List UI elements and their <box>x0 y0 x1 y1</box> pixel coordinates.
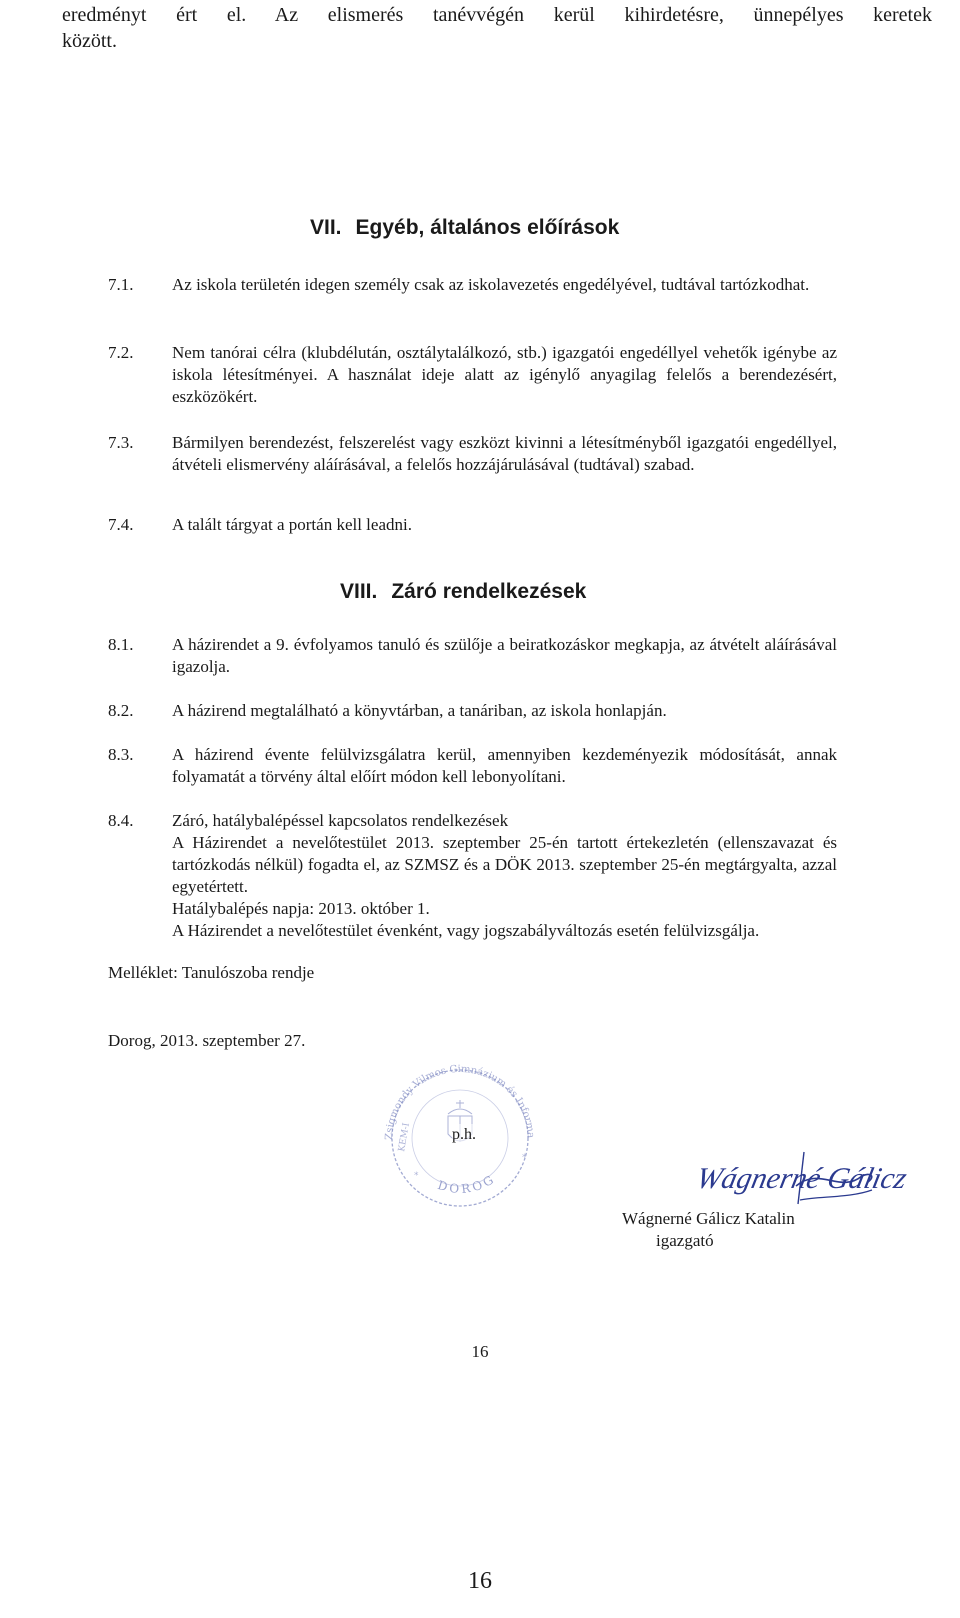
carryover-line-2: között. <box>62 30 117 52</box>
signature-scribble-icon <box>693 1146 910 1208</box>
section-7-number: VII. <box>310 216 342 239</box>
stamp-label: p.h. <box>452 1124 476 1146</box>
item-number: 7.1. <box>108 275 134 294</box>
item-number: 8.2. <box>108 701 134 720</box>
stamp-text-bottom: DOROG <box>436 1171 499 1197</box>
item-number: 8.1. <box>108 635 134 654</box>
handwritten-signature <box>693 1146 910 1208</box>
signer-name: Wágnerné Gálicz Katalin <box>622 1209 795 1228</box>
item-text: Nem tanórai célra (klubdélután, osztálytalálkozó, stb.) igazgatói engedéllyel vehetők igénybe az iskola létesítményei. A használat ideje alatt az igénylő anyagilag felelős a berendezésért, eszközökért. <box>172 343 837 406</box>
item-number: 7.4. <box>108 515 134 534</box>
signer-role: igazgató <box>656 1231 714 1250</box>
attachment-note: Melléklet: Tanulószoba rendje <box>108 963 315 982</box>
item-paragraph: A Házirendet a nevelőtestület 2013. szeptember 25-én tartott értekezletén (ellenszavazat és tartózkodás nélkül) fogadta el, az SZMSZ és a DÖK 2013. szeptember 25-én megtárgyalta, azzal egyetértett. <box>172 833 837 896</box>
section-8-number: VIII. <box>340 580 378 603</box>
section-7-heading <box>310 216 619 240</box>
signature-text: Wágnerné Gálicz <box>693 1161 910 1195</box>
item-number: 7.3. <box>108 433 134 452</box>
review-note: A Házirendet a nevelőtestület évenként, vagy jogszabályváltozás esetén felülvizsgálja. <box>172 921 760 940</box>
item-text: A házirend évente felülvizsgálatra kerül, amennyiben kezdeményezik módosítását, annak folyamatát a törvény által előírt módon kell lebonyolítani. <box>172 745 837 786</box>
stamp-text-left: KEM-I <box>397 1122 413 1153</box>
item-number: 8.3. <box>108 745 134 764</box>
carryover-line-1: eredményt ért el. Az elismerés tanévvégén kerül kihirdetésre, ünnepélyes keretek <box>62 4 932 26</box>
effective-date: Hatálybalépés napja: 2013. október 1. <box>172 899 430 918</box>
item-subtitle: Záró, hatálybalépéssel kapcsolatos rendelkezések <box>172 811 509 830</box>
svg-text:DOROG <box>436 1171 498 1196</box>
item-number: 8.4. <box>108 811 134 830</box>
item-text-block <box>172 810 837 942</box>
section-8-title: Záró rendelkezések <box>391 580 587 603</box>
item-text: A házirendet a 9. évfolyamos tanuló és szülője a beiratkozáskor megkapja, az átvételt aláírásával igazolja. <box>172 635 837 676</box>
item-text: Az iskola területén idegen személy csak az iskolavezetés engedélyével, tudtával tartózkodhat. <box>172 275 810 294</box>
page-number-inline: 16 <box>471 1342 489 1361</box>
item-text: A talált tárgyat a portán kell leadni. <box>172 515 412 534</box>
star-icon: * <box>522 1153 527 1163</box>
item-text: Bármilyen berendezést, felszerelést vagy eszközt kivinni a létesítményből igazgatói engedéllyel, átvételi elismervény aláírásával, a felelős hozzájárulásával (tudtával) szabad. <box>172 433 837 474</box>
section-8-heading <box>340 580 586 604</box>
stamp-text-top: Zsigmondy Vilmos Gimnázium és Informa <box>383 1063 537 1141</box>
star-icon: * <box>414 1171 419 1181</box>
page-number-footer: 16 <box>468 1568 492 1594</box>
place-date: Dorog, 2013. szeptember 27. <box>108 1031 306 1050</box>
section-7-title: Egyéb, általános előírások <box>355 216 620 239</box>
item-number: 7.2. <box>108 343 134 362</box>
official-stamp <box>370 1048 550 1208</box>
item-text: A házirend megtalálható a könyvtárban, a tanáriban, az iskola honlapján. <box>172 701 667 720</box>
